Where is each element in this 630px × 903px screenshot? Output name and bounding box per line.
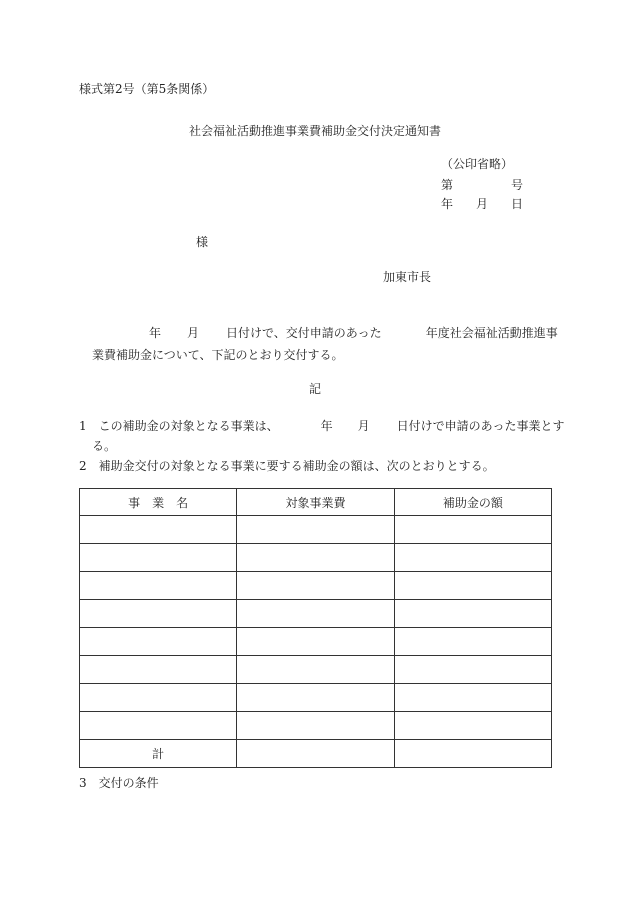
item-1-lead: 1 この補助金の対象となる事業は、	[79, 419, 279, 433]
table-cell	[80, 600, 237, 628]
table-row	[80, 516, 552, 544]
table-cell	[80, 544, 237, 572]
table-row	[80, 544, 552, 572]
table-cell	[394, 544, 551, 572]
item-3: 3 交付の条件	[79, 776, 159, 790]
date-day: 日	[510, 197, 523, 211]
body-paragraph-line-1	[149, 324, 558, 341]
document-number-line	[441, 176, 523, 193]
table-cell	[237, 628, 394, 656]
body-text-1: 日付けで、交付申請のあった	[226, 326, 382, 340]
table-cell	[237, 516, 394, 544]
document-title: 社会福祉活動推進事業費補助金交付決定通知書	[188, 124, 441, 138]
table-total-row	[80, 740, 552, 768]
header-project-name: 事 業 名	[80, 489, 237, 516]
table-cell	[80, 516, 237, 544]
total-subsidy-amount	[394, 740, 551, 768]
table-cell	[80, 684, 237, 712]
table-cell	[237, 572, 394, 600]
number-suffix: 号	[510, 178, 523, 192]
total-target-cost	[237, 740, 394, 768]
item-1-year: 年	[320, 419, 333, 433]
date-month: 月	[475, 197, 488, 211]
item-1	[79, 417, 565, 434]
item-2: 2 補助金交付の対象となる事業に要する補助金の額は、次のとおりとする。	[79, 459, 495, 473]
form-number-label: 様式第2号（第5条関係）	[79, 82, 215, 96]
body-year: 年	[149, 326, 162, 340]
header-target-cost: 対象事業費	[237, 489, 394, 516]
table-row	[80, 628, 552, 656]
body-text-2: 年度社会福祉活動推進事	[425, 326, 558, 340]
table-row	[80, 572, 552, 600]
table-cell	[237, 684, 394, 712]
date-year: 年	[441, 197, 454, 211]
table-row	[80, 712, 552, 740]
table-cell	[237, 712, 394, 740]
table-cell	[394, 656, 551, 684]
table-row	[80, 656, 552, 684]
table-header-row	[80, 489, 552, 516]
total-label: 計	[80, 740, 237, 768]
table-cell	[394, 572, 551, 600]
table-cell	[237, 600, 394, 628]
table-cell	[80, 572, 237, 600]
seal-omitted-note: （公印省略）	[441, 157, 514, 171]
item-1-month: 月	[357, 419, 370, 433]
table-cell	[80, 628, 237, 656]
table-row	[80, 600, 552, 628]
addressee-honorific: 様	[196, 235, 209, 249]
ki-heading: 記	[308, 382, 321, 396]
table-cell	[394, 712, 551, 740]
table-cell	[237, 656, 394, 684]
table-cell	[394, 684, 551, 712]
subsidy-table	[79, 488, 552, 768]
body-month: 月	[187, 326, 200, 340]
table-cell	[80, 656, 237, 684]
table-cell	[394, 600, 551, 628]
header-subsidy-amount: 補助金の額	[394, 489, 551, 516]
table-cell	[394, 628, 551, 656]
table-row	[80, 684, 552, 712]
issue-date-line	[441, 195, 523, 212]
table-cell	[80, 712, 237, 740]
table-cell	[237, 544, 394, 572]
issuer-name: 加東市長	[383, 270, 432, 284]
table-cell	[394, 516, 551, 544]
number-prefix: 第	[441, 178, 454, 192]
item-1-tail: 日付けで申請のあった事業とす	[396, 419, 565, 433]
body-paragraph-line-2: 業費補助金について、下記のとおり交付する。	[92, 348, 344, 362]
item-1-continuation: る。	[92, 439, 117, 453]
